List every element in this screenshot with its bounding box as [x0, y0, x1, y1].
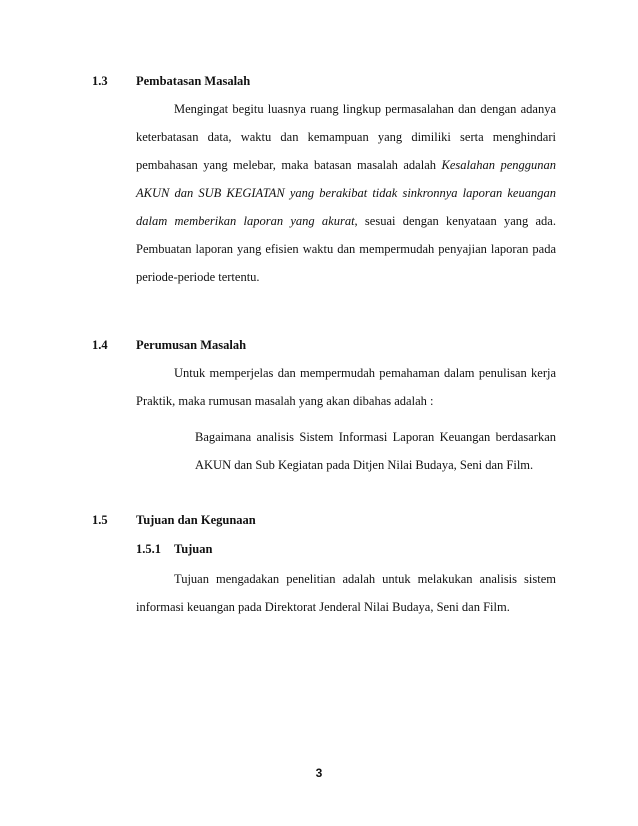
subsection-title: Tujuan: [174, 542, 213, 556]
section-title: Tujuan dan Kegunaan: [136, 513, 256, 527]
text-line: [136, 151, 556, 179]
italic-text: dalam memberikan laporan yang akurat: [136, 214, 355, 228]
text-line: AKUN dan Sub Kegiatan pada Ditjen Nilai Budaya, Seni dan Film.: [195, 458, 534, 472]
page-number: 3: [315, 766, 323, 780]
section-number: 1.3: [92, 74, 108, 88]
section-number: 1.4: [92, 338, 108, 352]
text-span: pembahasan yang melebar, maka batasan masalah adalah: [136, 158, 436, 172]
text-line: Pembuatan laporan yang efisien waktu dan mempermudah penyajian laporan pada: [136, 242, 556, 256]
text-line: Untuk memperjelas dan mempermudah pemahaman dalam penulisan kerja: [174, 366, 556, 380]
text-line: Praktik, maka rumusan masalah yang akan dibahas adalah :: [136, 394, 434, 408]
text-line: [136, 179, 556, 207]
section-paragraph: [136, 95, 556, 291]
text-span: , sesuai dengan kenyataan yang ada.: [354, 214, 556, 228]
section-number: 1.5: [92, 513, 108, 527]
section-paragraph: [136, 359, 556, 415]
text-line: Tujuan mengadakan penelitian adalah untuk melakukan analisis sistem: [174, 572, 556, 586]
section-title: Pembatasan Masalah: [136, 74, 251, 88]
text-line: [136, 207, 556, 235]
italic-text: AKUN dan SUB KEGIATAN yang berakibat tidak sinkronnya laporan keuangan: [136, 186, 556, 200]
problem-statement: [195, 423, 556, 479]
italic-text: Kesalahan penggunan: [441, 158, 557, 172]
section-title: Perumusan Masalah: [136, 338, 247, 352]
subsection-number: 1.5.1: [136, 542, 161, 556]
section-paragraph: [136, 565, 556, 621]
text-line: periode-periode tertentu.: [136, 270, 260, 284]
text-line: Bagaimana analisis Sistem Informasi Laporan Keuangan berdasarkan: [195, 430, 556, 444]
text-line: Mengingat begitu luasnya ruang lingkup permasalahan dan dengan adanya: [174, 102, 556, 116]
text-line: keterbatasan data, waktu dan kemampuan yang dimiliki serta menghindari: [136, 130, 556, 144]
text-line: informasi keuangan pada Direktorat Jenderal Nilai Budaya, Seni dan Film.: [136, 600, 510, 614]
